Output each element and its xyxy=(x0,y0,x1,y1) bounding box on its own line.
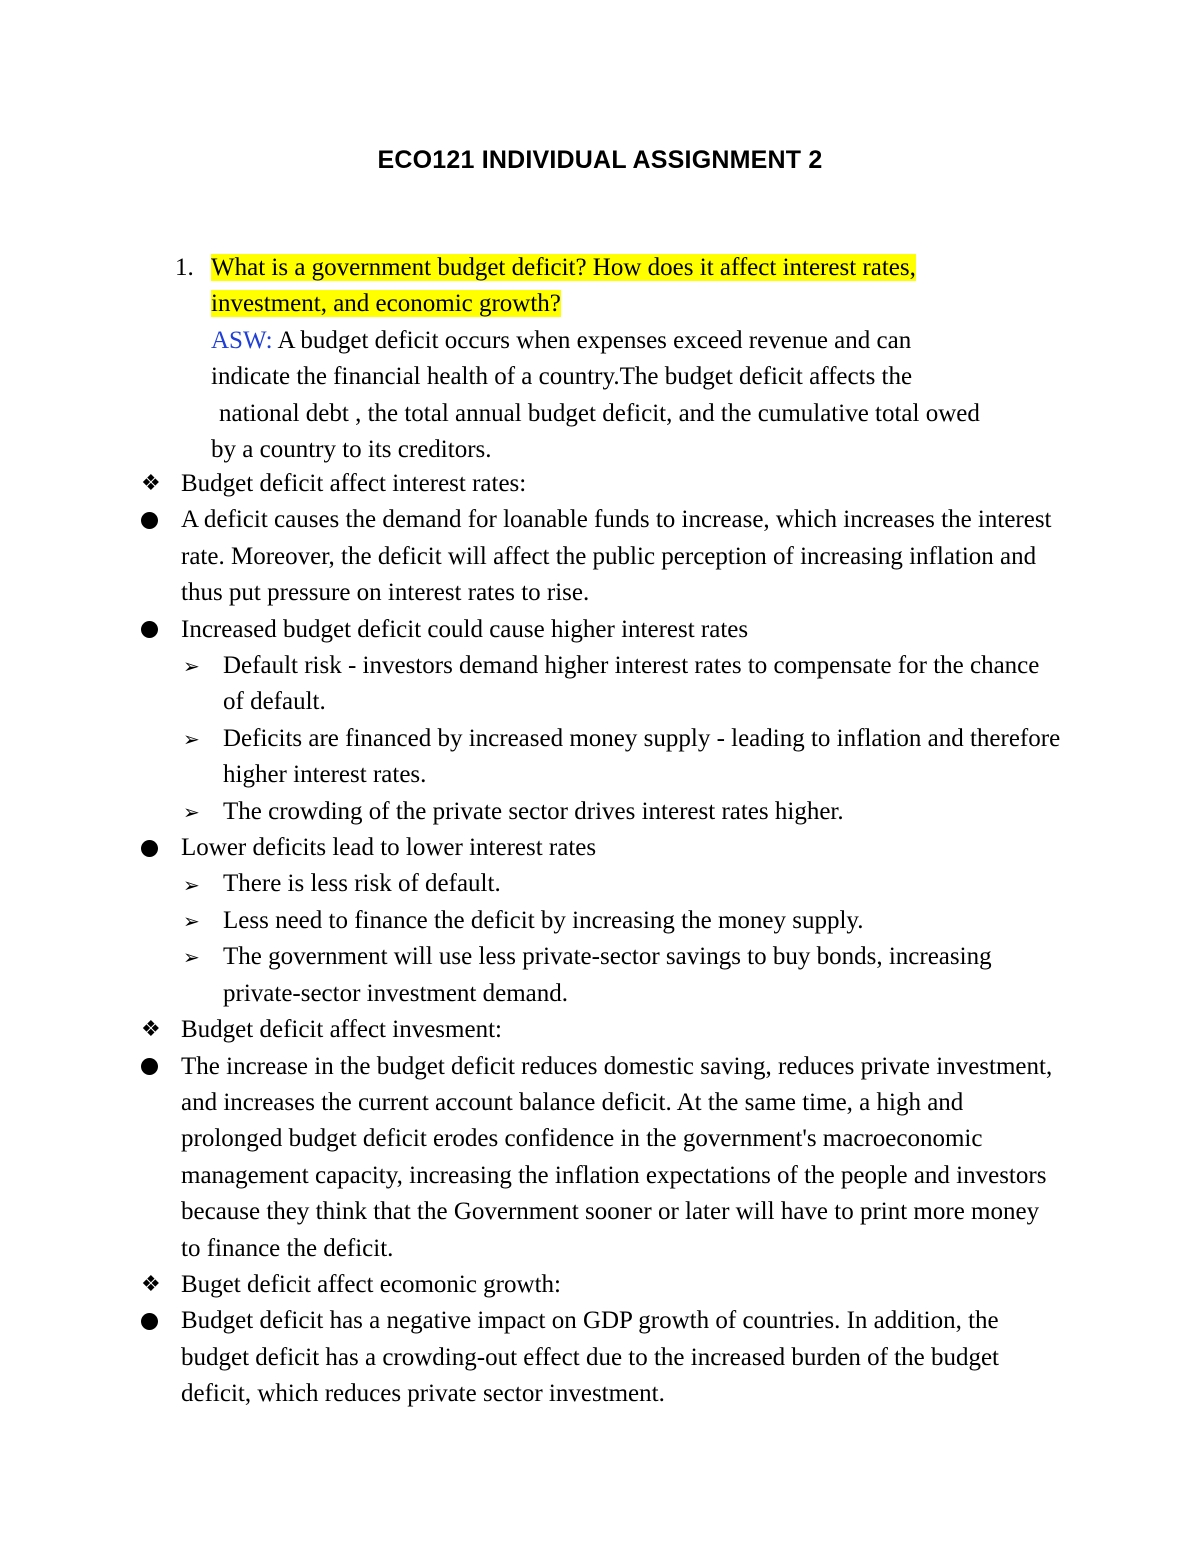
arrow-bullet-icon: ➢ xyxy=(183,872,200,897)
question-prompt-highlight-1: What is a government budget deficit? How does it affect interest rates, xyxy=(211,254,916,281)
arrow-bullet-icon: ➢ xyxy=(183,654,200,679)
answer-text-1: A budget deficit occurs when expenses exceed revenue and can xyxy=(272,326,912,354)
sub-list-item-text: Less need to finance the deficit by increasing the money supply. xyxy=(223,906,864,934)
list-item xyxy=(0,502,1200,611)
answer-label: ASW: xyxy=(211,326,273,354)
list-item-text: A deficit causes the demand for loanable funds to increase, which increases the interest rate. Moreover, the deficit will affect the public perception of increasing inflation and thus put pressure on interest rates to rise. xyxy=(181,506,1052,607)
list-item-text: The increase in the budget deficit reduces domestic saving, reduces private investment, and increases the current account balance deficit. At the same time, a high and prolonged budget deficit erodes confidence in the government's macroeconomic management capacity, increasing the inflation expectations of the people and investors because they think that the Government sooner or later will have to print more money to finance the deficit. xyxy=(181,1052,1053,1262)
sub-list-item-text: Deficits are financed by increased money supply - leading to inflation and therefore higher interest rates. xyxy=(223,724,1061,789)
question-prompt-line-2 xyxy=(211,286,1071,322)
dot-bullet-icon xyxy=(141,1049,158,1085)
list-item-text: Increased budget deficit could cause higher interest rates xyxy=(181,615,749,643)
question-prompt-highlight-2: investment, and economic growth? xyxy=(211,290,561,318)
answer-line-3 xyxy=(211,396,1071,432)
sub-list-item-text: There is less risk of default. xyxy=(223,870,501,898)
sub-list-item-text: The government will use less private-sector savings to buy bonds, increasing private-sector investment demand. xyxy=(223,943,992,1007)
list-item-text: Lower deficits lead to lower interest rates xyxy=(181,834,597,862)
dot-bullet-icon xyxy=(141,612,158,648)
diamond-bullet-icon: ❖ xyxy=(141,1017,161,1043)
dot-bullet-icon xyxy=(141,1303,158,1339)
sub-list-item-text: The crowding of the private sector drives interest rates higher. xyxy=(223,797,844,825)
list-item-text: Budget deficit has a negative impact on GDP growth of countries. In addition, the budget deficit has a crowding-out effect due to the increased burden of the budget deficit, which reduces private sector investment. xyxy=(181,1307,999,1408)
arrow-bullet-icon: ➢ xyxy=(183,909,200,934)
list-item-text: Buget deficit affect ecomonic growth: xyxy=(181,1270,561,1298)
bullet-list xyxy=(0,466,1200,1413)
diamond-bullet-icon: ❖ xyxy=(141,471,161,497)
list-item xyxy=(0,466,1200,502)
arrow-bullet-icon: ➢ xyxy=(183,945,200,970)
arrow-bullet-icon: ➢ xyxy=(183,799,200,824)
list-item xyxy=(0,1012,1200,1048)
answer-line-4: by a country to its creditors. xyxy=(211,436,492,464)
sub-list-item xyxy=(0,903,1200,939)
arrow-bullet-icon: ➢ xyxy=(183,727,200,752)
list-item xyxy=(0,1049,1200,1267)
sub-list-item xyxy=(0,939,1200,1012)
list-item-text: Budget deficit affect interest rates: xyxy=(181,470,527,497)
answer-line-1 xyxy=(211,323,1071,359)
sub-list-item xyxy=(0,721,1200,794)
question-content xyxy=(211,250,1071,468)
list-item xyxy=(0,612,1200,648)
question-number: 1. xyxy=(175,254,194,281)
sub-list-item-text: Default risk - investors demand higher interest rates to compensate for the chance of default. xyxy=(223,652,1040,716)
diamond-bullet-icon: ❖ xyxy=(141,1272,161,1298)
dot-bullet-icon xyxy=(141,830,158,866)
document-title: ECO121 INDIVIDUAL ASSIGNMENT 2 xyxy=(377,146,823,174)
answer-line-2: indicate the financial health of a country.The budget deficit affects the xyxy=(211,363,913,391)
list-item xyxy=(0,830,1200,866)
list-item xyxy=(0,1267,1200,1303)
sub-list-item xyxy=(0,794,1200,830)
dot-bullet-icon xyxy=(141,502,158,538)
list-item-text: Budget deficit affect invesment: xyxy=(181,1016,502,1044)
list-item xyxy=(0,1303,1200,1412)
question-prompt-line-1 xyxy=(211,250,1071,286)
sub-list-item xyxy=(0,866,1200,902)
sub-list-item xyxy=(0,648,1200,721)
answer-text-3: national debt , the total annual budget deficit, and the cumulative total owed xyxy=(219,399,980,427)
